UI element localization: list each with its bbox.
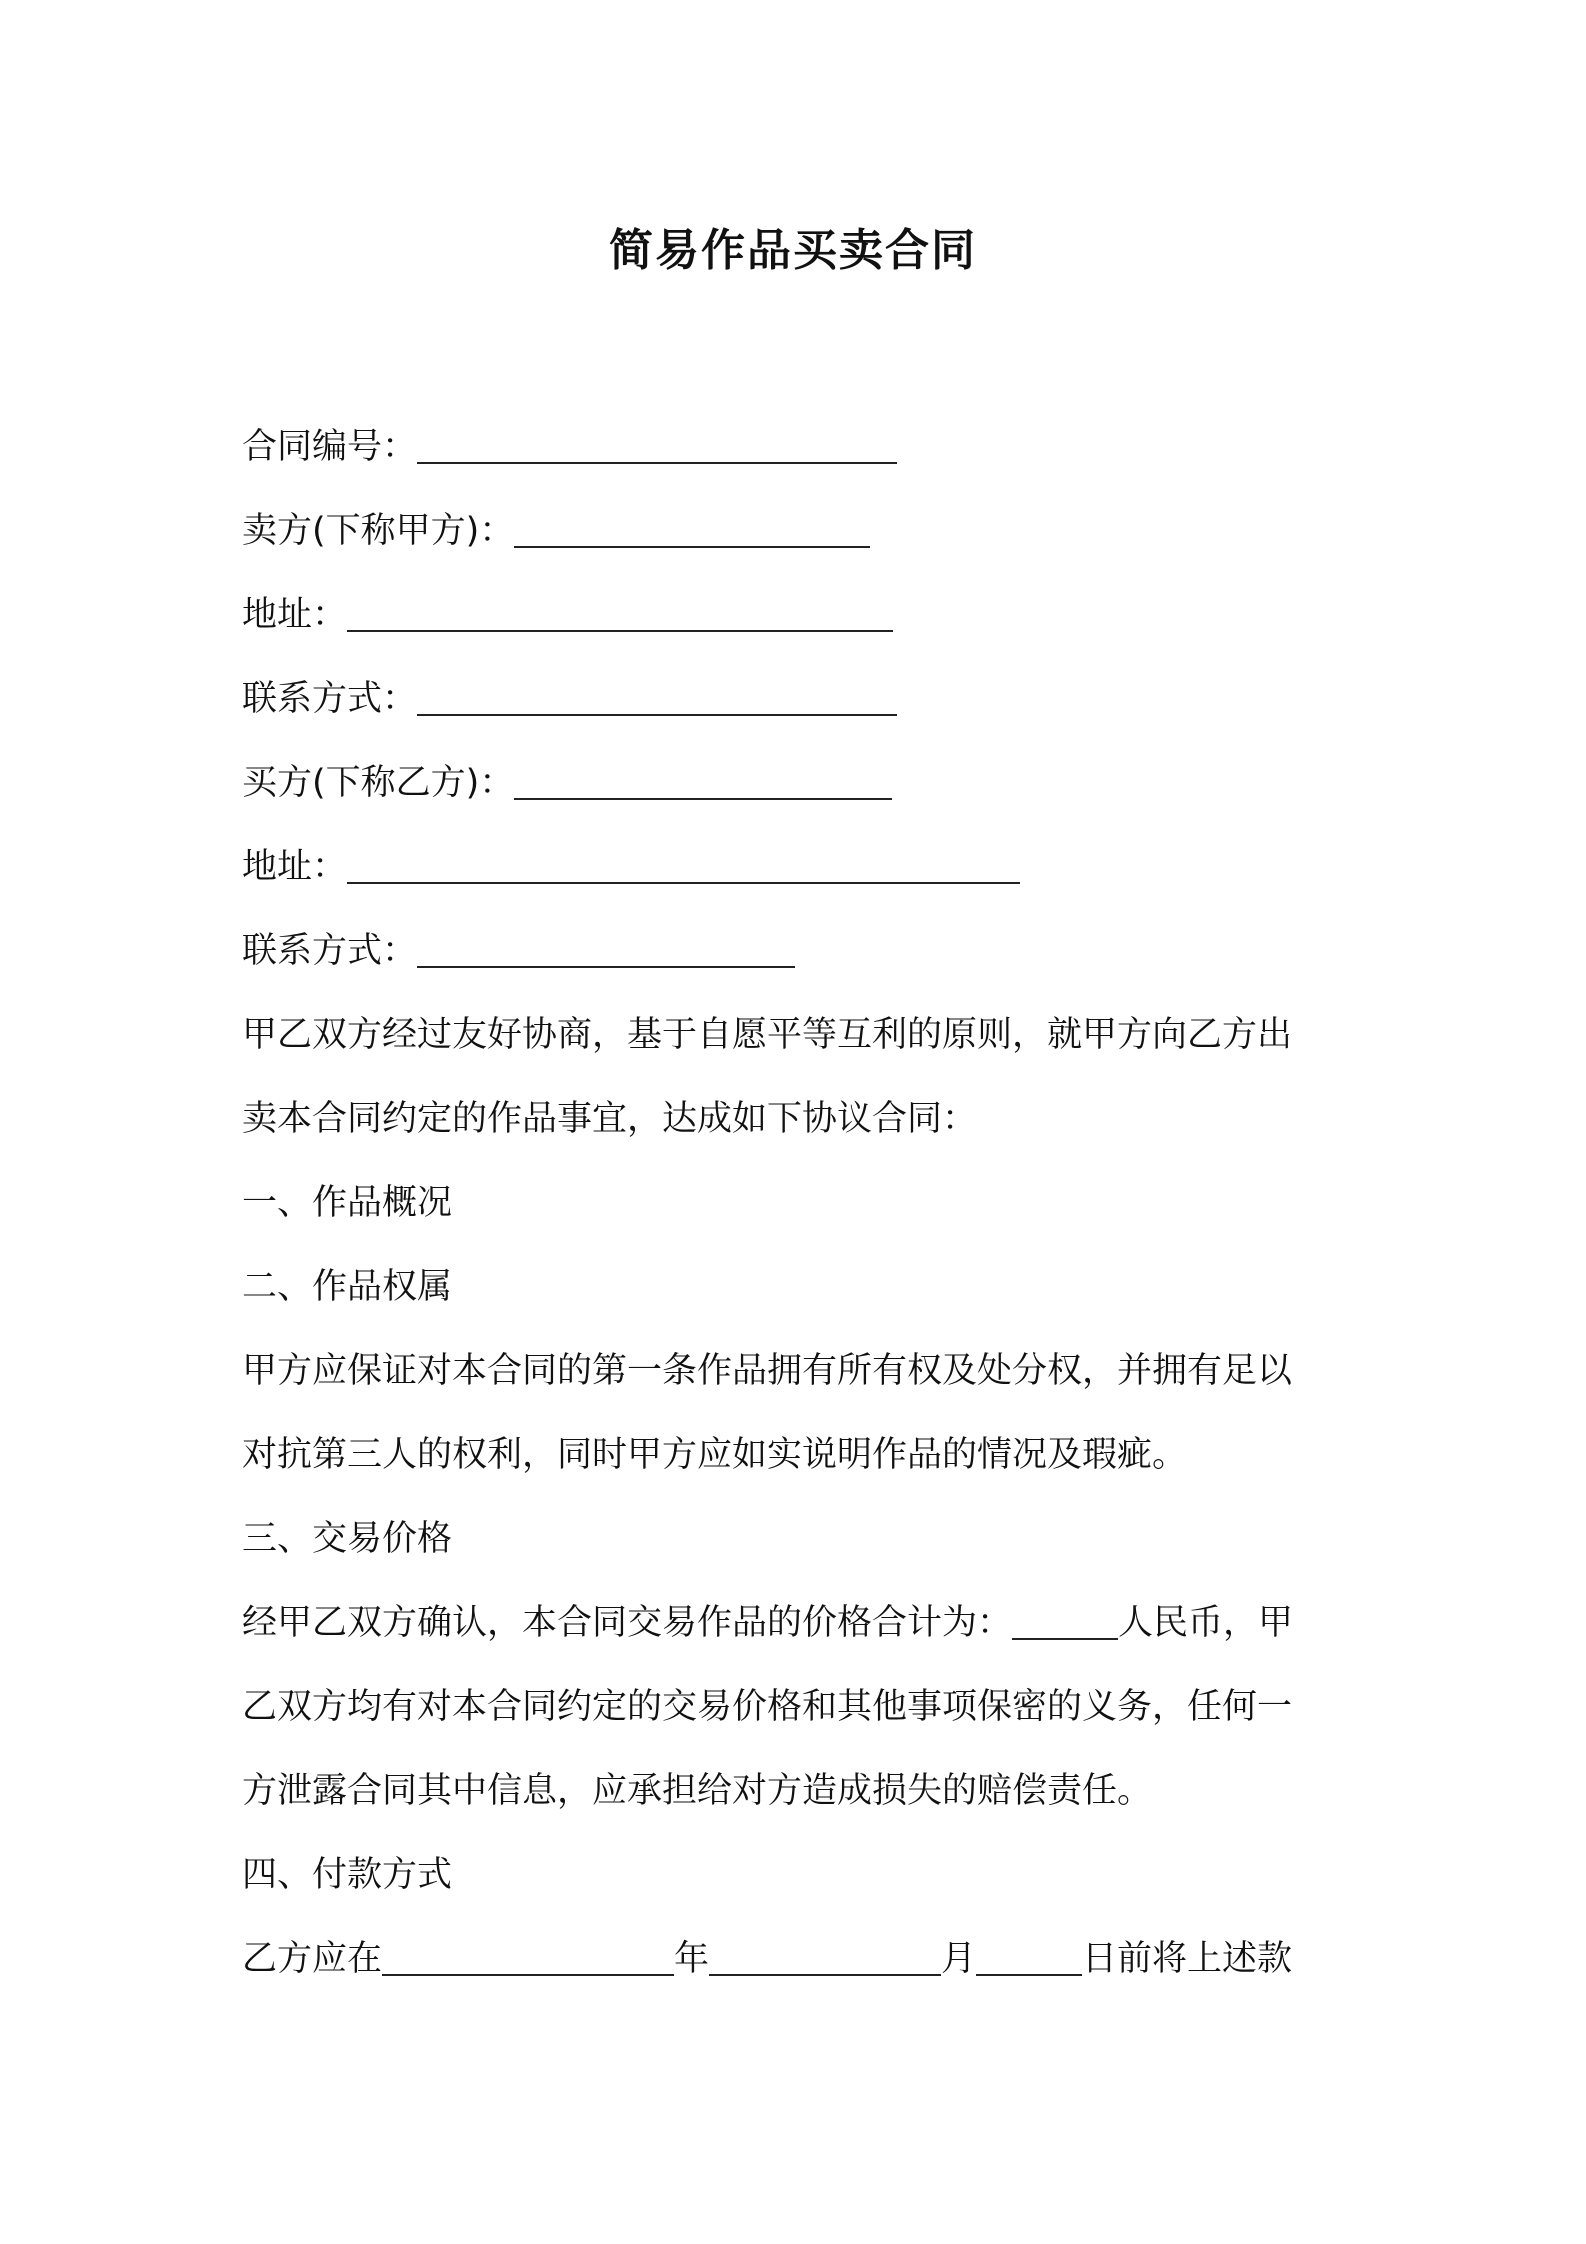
seller-blank <box>514 504 870 548</box>
document-title: 简易作品买卖合同 <box>609 225 977 276</box>
section-3-text-1: 乙双方均有对本合同约定的交易价格和其他事项保密的义务，任何一 <box>242 1687 1293 1727</box>
seller-address-label: 地址： <box>242 595 348 635</box>
price-text-after: 人民币，甲 <box>1118 1603 1294 1643</box>
section-3-price-line <box>242 1581 1362 1665</box>
section-2-heading: 二、作品权属 <box>242 1267 453 1307</box>
price-blank <box>1012 1596 1118 1640</box>
section-2-text-2: 对抗第三人的权利，同时甲方应如实说明作品的情况及瑕疵。 <box>242 1435 1188 1475</box>
section-2-text-1: 甲方应保证对本合同的第一条作品拥有所有权及处分权，并拥有足以 <box>242 1351 1293 1391</box>
payment-suffix: 日前将上述款 <box>1082 1939 1293 1979</box>
seller-address-line <box>242 573 1362 657</box>
seller-contact-line <box>242 657 1362 741</box>
intro-line-1: 甲乙双方经过友好协商，基于自愿平等互利的原则，就甲方向乙方出 <box>242 1015 1293 1055</box>
section-1-heading: 一、作品概况 <box>242 1183 453 1223</box>
section-3-heading: 三、交易价格 <box>242 1519 453 1559</box>
seller-address-blank <box>347 588 893 632</box>
section-4-heading: 四、付款方式 <box>242 1855 453 1895</box>
buyer-address-blank <box>347 840 1020 884</box>
seller-line <box>242 489 1362 573</box>
seller-contact-label: 联系方式： <box>242 679 418 719</box>
seller-label: 卖方(下称甲方)： <box>242 511 515 551</box>
buyer-blank <box>514 756 892 800</box>
buyer-contact-blank <box>417 924 795 968</box>
buyer-contact-line <box>242 909 1362 993</box>
section-4-payment-line <box>242 1917 1362 2001</box>
price-text-before: 经甲乙双方确认，本合同交易作品的价格合计为： <box>242 1603 1013 1643</box>
section-3-text-2: 方泄露合同其中信息，应承担给对方造成损失的赔偿责任。 <box>242 1771 1153 1811</box>
contract-no-blank <box>417 420 897 464</box>
contract-body <box>242 405 1362 2001</box>
contract-no-label: 合同编号： <box>242 427 418 467</box>
intro-line-2: 卖本合同约定的作品事宜，达成如下协议合同： <box>242 1099 978 1139</box>
payment-month-label: 月 <box>941 1939 977 1979</box>
payment-day-blank <box>976 1932 1082 1976</box>
buyer-address-line <box>242 825 1362 909</box>
payment-prefix: 乙方应在 <box>242 1939 383 1979</box>
buyer-address-label: 地址： <box>242 847 348 887</box>
buyer-line <box>242 741 1362 825</box>
seller-contact-blank <box>417 672 897 716</box>
payment-year-blank <box>382 1932 674 1976</box>
payment-month-blank <box>709 1932 941 1976</box>
contract-no-line <box>242 405 1362 489</box>
payment-year-label: 年 <box>674 1939 710 1979</box>
buyer-label: 买方(下称乙方)： <box>242 763 515 803</box>
buyer-contact-label: 联系方式： <box>242 931 418 971</box>
